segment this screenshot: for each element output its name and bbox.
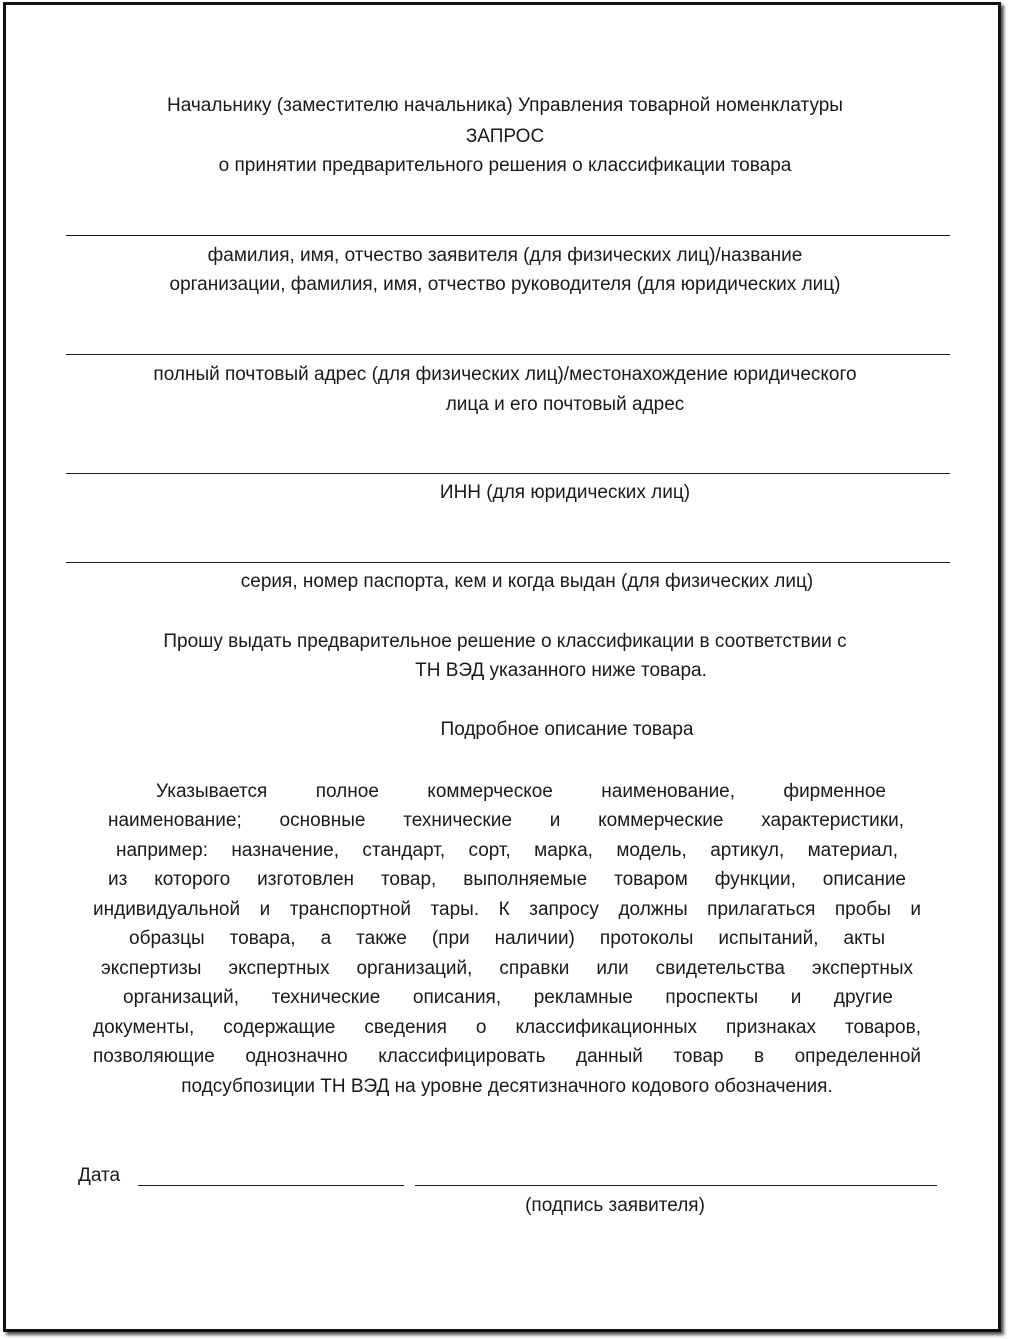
passport-caption: серия, номер паспорта, кем и когда выдан (для физических лиц) [240,571,814,592]
request-line-1: Прошу выдать предварительное решение о классификации в соответствии с [163,631,847,652]
description-line: из которого изготовлен товар, выполняемые товаром функции, описание [108,869,906,890]
addressee-line: Начальнику (заместителю начальника) Управления товарной номенклатуры [167,95,843,116]
description-heading: Подробное описание товара [440,719,694,740]
description-line: например: назначение, стандарт, сорт, марка, модель, артикул, материал, [116,840,898,861]
description-line: документы, содержащие сведения о классификационных признаках товаров, [93,1017,921,1038]
signature-caption: (подпись заявителя) [525,1195,705,1216]
description-line: наименование; основные технические и коммерческие характеристики, [108,810,904,831]
passport-line[interactable] [66,562,950,563]
inn-line[interactable] [66,473,950,474]
address-line[interactable] [66,354,950,355]
description-line: Указывается полное коммерческое наименование, фирменное [156,781,886,802]
date-field-line[interactable] [138,1185,404,1186]
description-line: образцы товара, а также (при наличии) протоколы испытаний, акты [129,928,885,949]
inn-caption: ИНН (для юридических лиц) [439,482,691,503]
description-line: позволяющие однозначно классифицировать данный товар в определенной [93,1046,921,1067]
description-line: подсубпозиции ТН ВЭД на уровне десятизначного кодового обозначения. [181,1076,833,1097]
address-caption-line-2: лица и его почтовый адрес [445,394,685,415]
description-line: экспертизы экспертных организаций, справки или свидетельства экспертных [101,958,913,979]
applicant-caption-line-1: фамилия, имя, отчество заявителя (для физических лиц)/название [207,245,803,266]
applicant-name-line[interactable] [66,235,950,236]
applicant-caption-line-2: организации, фамилия, имя, отчество руководителя (для юридических лиц) [169,274,841,295]
address-caption-line-1: полный почтовый адрес (для физических лиц)/местонахождение юридического [153,364,857,385]
document-title: ЗАПРОС [465,126,545,147]
description-line: организаций, технические описания, рекламные проспекты и другие [123,987,893,1008]
document-subtitle: о принятии предварительного решения о классификации товара [218,155,792,176]
request-line-2: ТН ВЭД указанного ниже товара. [415,660,707,681]
date-label: Дата [78,1165,121,1186]
signature-field-line[interactable] [415,1185,937,1186]
description-line: индивидуальной и транспортной тары. К запросу должны прилагаться пробы и [93,899,921,920]
